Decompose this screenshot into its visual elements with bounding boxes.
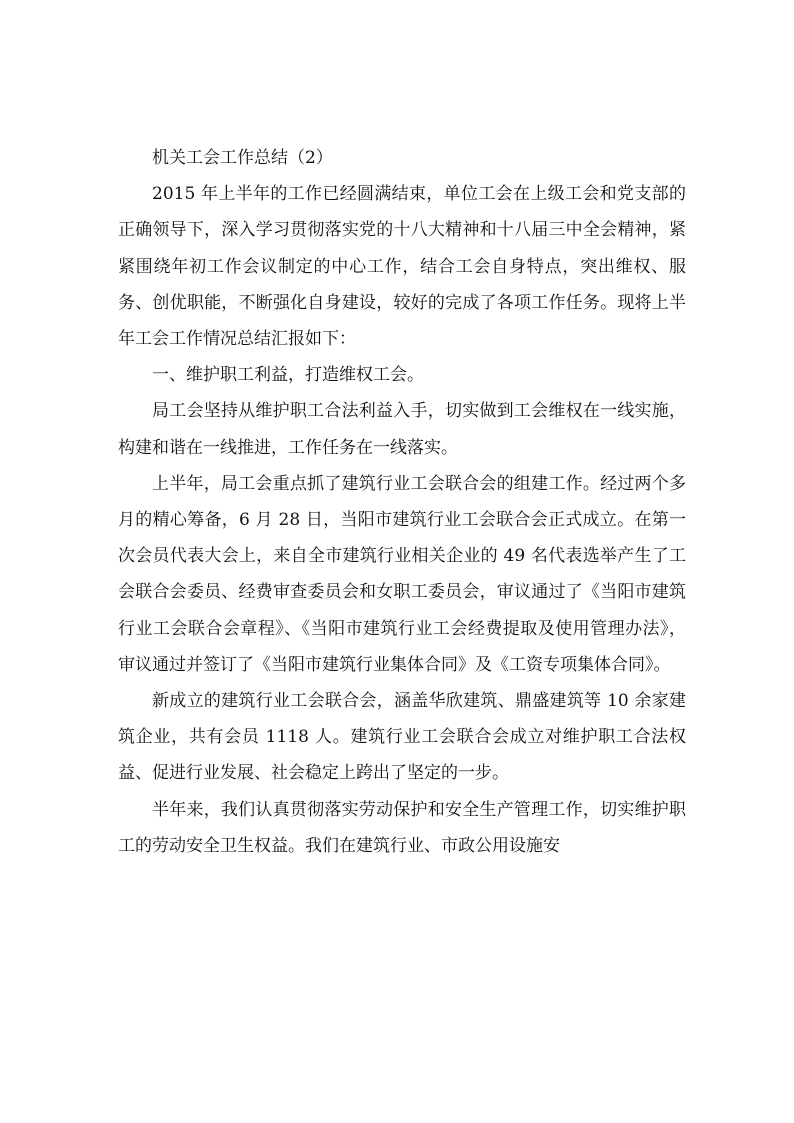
document-title: 机关工会工作总结（2） (152, 148, 333, 168)
paragraph: 新成立的建筑行业工会联合会，涵盖华欣建筑、鼎盛建筑等 10 余家建筑企业，共有会员 1118 人。建筑行业工会联合会成立对维护职工合法权益、促进行业发展、社会稳定上跨出了坚定的一步。 (118, 691, 686, 784)
paragraph: 上半年，局工会重点抓了建筑行业工会联合会的组建工作。经过两个多月的精心筹备，6 月 28 日，当阳市建筑行业工会联合会正式成立。在第一次会员代表大会上，来自全市建筑行业相关企业的 49 名代表选举产生了工会联合会委员、经费审查委员会和女职工委员会，审议通过了《当阳市建筑行业工会联合会章程》、《当阳市建筑行业工会经费提取及使用管理办法》，审议通过并签订了《当阳市建筑行业集体合同》及《工资专项集体合同》。 (118, 473, 686, 675)
paragraph: 半年来，我们认真贯彻落实劳动保护和安全生产管理工作，切实维护职工的劳动安全卫生权益。我们在建筑行业、市政公用设施安 (118, 799, 686, 856)
document-body (118, 140, 686, 864)
paragraph-intro: 2015 年上半年的工作已经圆满结束，单位工会在上级工会和党支部的正确领导下，深入学习贯彻落实党的十八大精神和十八届三中全会精神，紧紧围绕年初工作会议制定的中心工作，结合工会自身特点，突出维权、服务、创优职能，不断强化自身建设，较好的完成了各项工作任务。现将上半年工会工作情况总结汇报如下： (118, 184, 686, 350)
paragraph: 局工会坚持从维护职工合法利益入手，切实做到工会维权在一线实施，构建和谐在一线推进，工作任务在一线落实。 (118, 401, 686, 458)
section-heading-1: 一、维护职工利益，打造维权工会。 (152, 365, 424, 386)
